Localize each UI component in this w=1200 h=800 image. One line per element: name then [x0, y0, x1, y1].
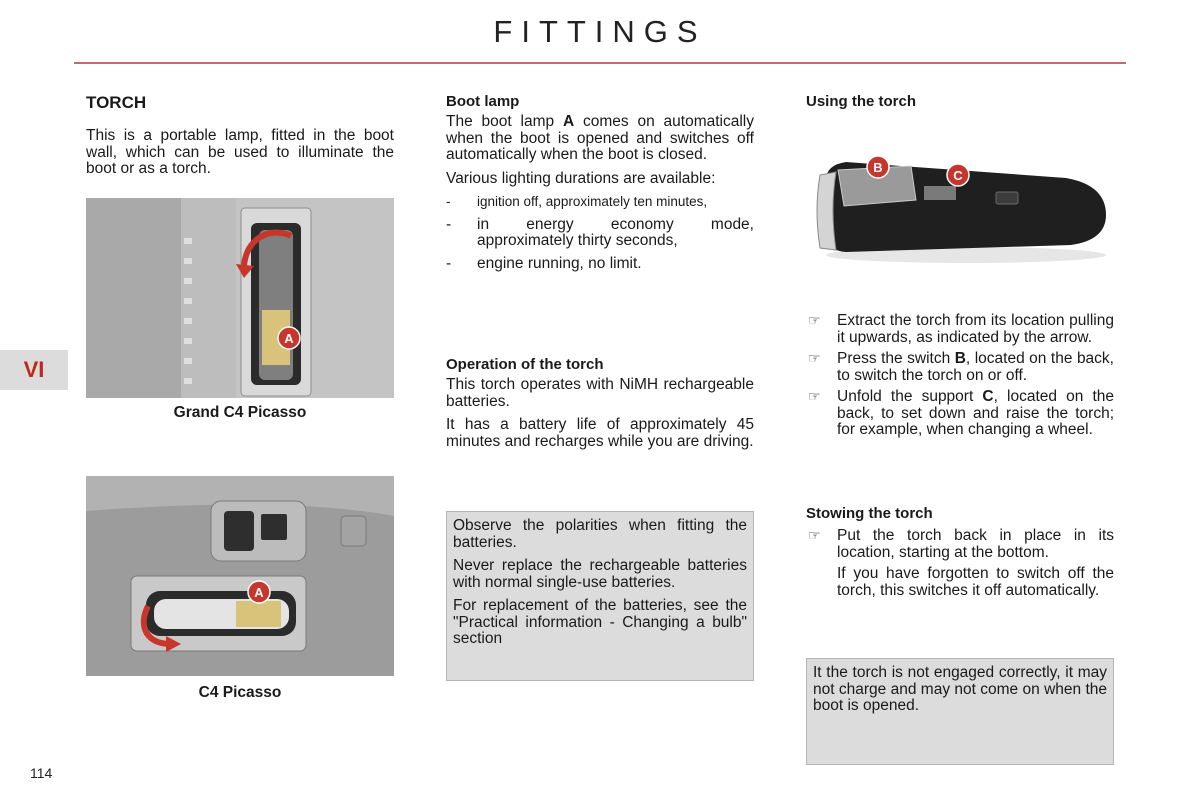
- list-item: - in energy economy mode, approximately thirty seconds,: [446, 215, 754, 249]
- figure1-caption: Grand C4 Picasso: [173, 404, 307, 421]
- operation-paragraph-2: It has a battery life of approximately 45 minutes and recharges while you are driving.: [446, 416, 754, 450]
- boot-lamp-ref-a: A: [562, 113, 575, 130]
- list-item: - ignition off, approximately ten minutes,: [446, 194, 708, 209]
- using-steps-list: [806, 313, 1114, 444]
- list-item: ☞ Put the torch back in place in its location, starting at the bottom.: [808, 527, 1114, 561]
- callout-c-label: C: [953, 168, 963, 183]
- stowing-torch-heading: Stowing the torch: [806, 505, 933, 522]
- list-item: - engine running, no limit.: [446, 254, 642, 272]
- chapter-tab: VI: [0, 350, 68, 390]
- torch-heading: TORCH: [86, 93, 147, 112]
- using-torch-heading: Using the torch: [806, 93, 917, 110]
- boot-lamp-heading: Boot lamp: [446, 93, 520, 110]
- page-number: 114: [30, 765, 53, 781]
- list-item: ☞ Press the switch B, located on the back, to switch the torch on or off.: [808, 350, 1114, 384]
- list-item: ☞ Extract the torch from its location pulling it upwards, as indicated by the arrow.: [808, 312, 1114, 346]
- torch-intro: This is a portable lamp, fitted in the boot wall, which can be used to illuminate the boot or as a torch.: [86, 127, 394, 177]
- pointing-hand-icon: ☞: [808, 388, 821, 404]
- callout-a-label-2: A: [254, 585, 264, 600]
- callout-b-label: B: [873, 160, 883, 175]
- pointing-hand-icon: ☞: [808, 527, 821, 543]
- boot-lamp-paragraph: [446, 114, 754, 164]
- boot-lamp-text-1: The boot lamp: [446, 113, 563, 130]
- boot-lamp-section: [446, 93, 754, 278]
- figure2-caption: C4 Picasso: [198, 684, 282, 701]
- torch-figure: [806, 140, 1114, 270]
- durations-intro: Various lighting durations are available:: [446, 169, 716, 187]
- callout-a-label-1: A: [284, 331, 294, 346]
- durations-list: [446, 194, 754, 272]
- pointing-hand-icon: ☞: [808, 350, 821, 366]
- torch-notice-box: [806, 658, 1114, 765]
- stowing-steps-list: [806, 528, 1114, 604]
- figure-grand-c4-picasso: [86, 198, 394, 398]
- list-item: If you have forgotten to switch off the torch, this switches it off automatically.: [837, 565, 1114, 599]
- notice-line-2: Never replace the rechargeable batteries with normal single-use batteries.: [453, 557, 747, 591]
- title-divider: [74, 62, 1126, 64]
- torch-illustration: [806, 140, 1114, 270]
- operation-heading: Operation of the torch: [446, 356, 604, 373]
- page-title: FITTINGS: [493, 14, 707, 49]
- boot-lamp-text-2: comes on automatically when the boot is opened and switches off automatically when the boot is closed.: [446, 113, 754, 163]
- boot-wall-illustration-2: [86, 476, 394, 676]
- notice-line-3: For replacement of the batteries, see the "Practical information - Changing a bulb" section: [453, 597, 747, 647]
- operation-paragraph-1: This torch operates with NiMH rechargeable batteries.: [446, 376, 754, 410]
- torch-notice-text: It the torch is not engaged correctly, it may not charge and may not come on when the boot is opened.: [813, 664, 1107, 714]
- pointing-hand-icon: ☞: [808, 312, 821, 328]
- boot-wall-illustration-1: [86, 198, 394, 398]
- batteries-notice-box: [446, 511, 754, 681]
- operation-section: [446, 356, 754, 450]
- list-item: ☞ Unfold the support C, located on the back, to set down and raise the torch; for example, when changing a wheel.: [808, 388, 1114, 438]
- figure-c4-picasso: [86, 476, 394, 676]
- notice-line-1: Observe the polarities when fitting the batteries.: [453, 517, 747, 551]
